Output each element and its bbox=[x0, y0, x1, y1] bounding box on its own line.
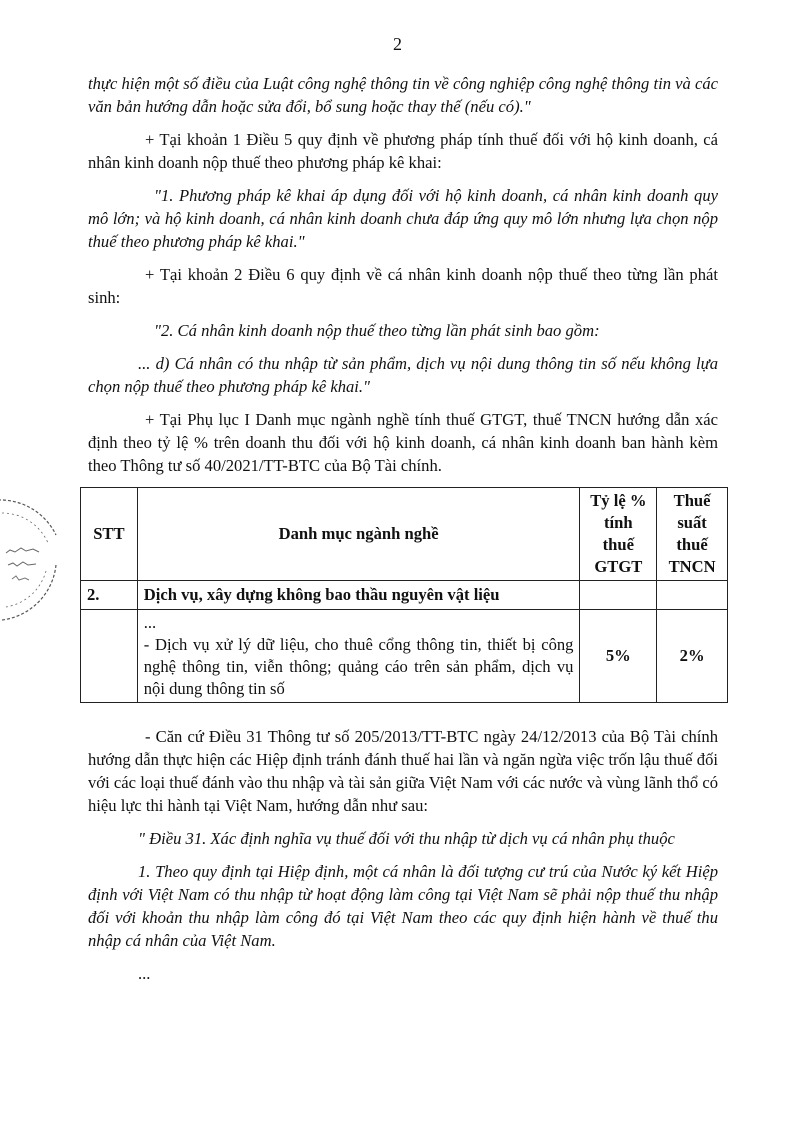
quote-article31-clause1: 1. Theo quy định tại Hiệp định, một cá nhân là đối tượng cư trú của Nước ký kết Hiệp định với Việt Nam có thu nhập từ hoạt động làm công tại Việt Nam sẽ phải nộp thuế thu nhập đối với khoản thu nhập làm công đó tại Việt Nam theo các quy định hiện hành về thuế thu nhập cá nhân của Việt Nam. bbox=[88, 862, 718, 950]
stamp-partial bbox=[0, 495, 62, 625]
detail-ellipsis: ... bbox=[143, 613, 157, 632]
section-stt: 2. bbox=[81, 581, 138, 610]
header-stt: STT bbox=[81, 488, 138, 581]
header-category: Danh mục ngành nghề bbox=[137, 488, 580, 581]
document-body bbox=[88, 72, 718, 995]
table-row bbox=[81, 581, 728, 610]
paragraph-appendix: + Tại Phụ lục I Danh mục ngành nghề tính thuế GTGT, thuế TNCN hướng dẫn xác định theo tỷ lệ % trên doanh thu đối với hộ kinh doanh, cá nhân kinh doanh ban hành kèm theo Thông tư số 40/2021/TT-BTC của Bộ Tài chính. bbox=[88, 410, 718, 475]
table-header-row bbox=[81, 488, 728, 581]
quote-continuation: thực hiện một số điều của Luật công nghệ thông tin về công nghiệp công nghệ thông tin và các văn bản hướng dẫn hoặc sửa đổi, bổ sung hoặc thay thế (nếu có)." bbox=[88, 74, 718, 116]
section-vat-empty bbox=[580, 581, 657, 610]
tax-rate-table bbox=[80, 487, 728, 703]
header-pit-rate: Thuế suất thuế TNCN bbox=[657, 488, 728, 581]
detail-category: - Dịch vụ xử lý dữ liệu, cho thuê cổng thông tin, thiết bị công nghệ thông tin, viễn thông; quảng cáo trên sản phẩm, dịch vụ nội dung thông tin số bbox=[143, 635, 574, 698]
paragraph-article5: + Tại khoản 1 Điều 5 quy định về phương pháp tính thuế đối với hộ kinh doanh, cá nhân kinh doanh nộp thuế theo phương pháp kê khai: bbox=[88, 130, 718, 172]
quote-article31-title: " Điều 31. Xác định nghĩa vụ thuế đối với thu nhập từ dịch vụ cá nhân phụ thuộc bbox=[138, 829, 675, 848]
detail-vat-rate: 5% bbox=[580, 610, 657, 703]
section-pit-empty bbox=[657, 581, 728, 610]
paragraph-article6: + Tại khoản 2 Điều 6 quy định về cá nhân kinh doanh nộp thuế theo từng lần phát sinh: bbox=[88, 265, 718, 307]
quote-article6-intro: "2. Cá nhân kinh doanh nộp thuế theo từng lần phát sinh bao gồm: bbox=[154, 321, 600, 340]
table-row bbox=[81, 610, 728, 703]
header-vat-rate: Tỷ lệ % tính thuế GTGT bbox=[580, 488, 657, 581]
quote-article5: "1. Phương pháp kê khai áp dụng đối với hộ kinh doanh, cá nhân kinh doanh quy mô lớn; và hộ kinh doanh, cá nhân kinh doanh chưa đáp ứng quy mô lớn nhưng lựa chọn nộp thuế theo phương pháp kê khai." bbox=[88, 186, 718, 251]
paragraph-circular-205: - Căn cứ Điều 31 Thông tư số 205/2013/TT-BTC ngày 24/12/2013 của Bộ Tài chính hướng dẫn thực hiện các Hiệp định tránh đánh thuế hai lần và ngăn ngừa việc trốn lậu thuế đối với các loại thuế đánh vào thu nhập và tài sản giữa Việt Nam với các nước và vùng lãnh thổ có hiệu lực thi hành tại Việt Nam, hướng dẫn như sau: bbox=[88, 727, 718, 815]
detail-category-cell bbox=[137, 610, 580, 703]
page-number: 2 bbox=[393, 34, 402, 54]
detail-pit-rate: 2% bbox=[657, 610, 728, 703]
detail-stt-empty bbox=[81, 610, 138, 703]
trailing-ellipsis: ... bbox=[138, 964, 151, 983]
quote-article6-d: ... d) Cá nhân có thu nhập từ sản phẩm, dịch vụ nội dung thông tin số nếu không lựa chọn nộp thuế theo phương pháp kê khai." bbox=[88, 354, 718, 396]
section-category: Dịch vụ, xây dựng không bao thầu nguyên vật liệu bbox=[137, 581, 580, 610]
